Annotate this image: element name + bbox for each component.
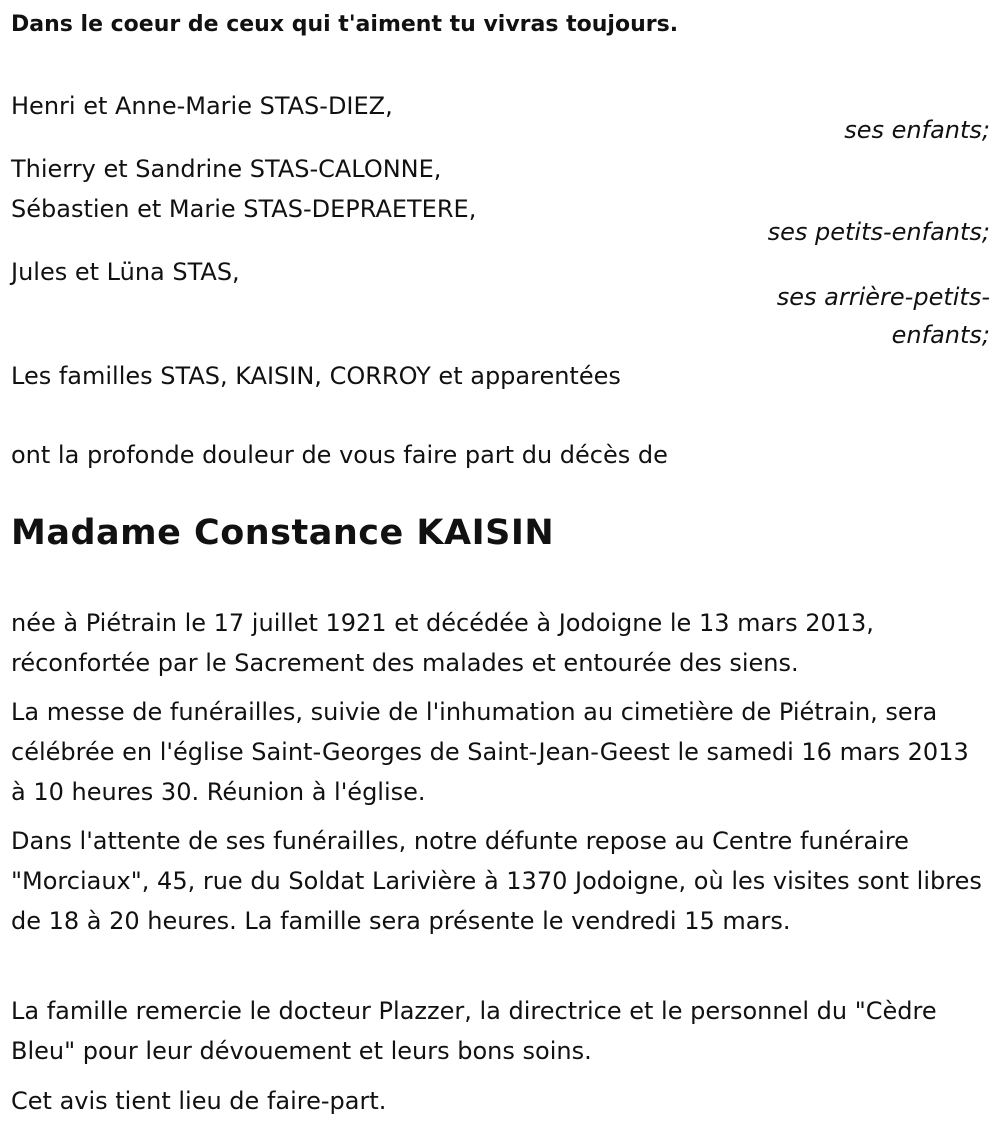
paragraph-repose: Dans l'attente de ses funérailles, notre défunte repose au Centre funéraire "Morciaux", 45, rue du Soldat Larivière à 1370 Jodoigne, où les visites sont libres de 18 à 20 heures. La famille sera présente le vendredi 15 mars. xyxy=(11,827,982,935)
epigraph: Dans le coeur de ceux qui t'aiment tu vivras toujours. xyxy=(11,12,679,37)
announcement: ont la profonde douleur de vous faire part du décès de xyxy=(11,441,668,469)
paragraph-closing: Cet avis tient lieu de faire-part. xyxy=(11,1087,387,1115)
great-grandchildren-role-line-1: ses arrière-petits- xyxy=(776,283,990,311)
grandchildren-line-2: Sébastien et Marie STAS-DEPRAETERE, xyxy=(11,195,477,223)
great-grandchildren-role-line-2: enfants; xyxy=(891,321,990,349)
paragraph-birth-death: née à Piétrain le 17 juillet 1921 et décédée à Jodoigne le 13 mars 2013, réconfortée par le Sacrement des malades et entourée des siens. xyxy=(11,609,874,677)
great-grandchildren-names: Jules et Lüna STAS, xyxy=(11,258,240,286)
paragraph-thanks: La famille remercie le docteur Plazzer, la directrice et le personnel du "Cèdre Bleu" pour leur dévouement et leurs bons soins. xyxy=(11,997,937,1065)
grandchildren-line-1: Thierry et Sandrine STAS-CALONNE, xyxy=(11,155,442,183)
children-role: ses enfants; xyxy=(844,116,990,144)
grandchildren-role: ses petits-enfants; xyxy=(767,218,990,246)
other-families: Les familles STAS, KAISIN, CORROY et apparentées xyxy=(11,362,621,390)
children-names: Henri et Anne-Marie STAS-DIEZ, xyxy=(11,92,393,120)
deceased-name: Madame Constance KAISIN xyxy=(11,513,555,553)
paragraph-funeral: La messe de funérailles, suivie de l'inhumation au cimetière de Piétrain, sera célébrée en l'église Saint-Georges de Saint-Jean-Geest le samedi 16 mars 2013 à 10 heures 30. Réunion à l'église. xyxy=(11,698,969,806)
